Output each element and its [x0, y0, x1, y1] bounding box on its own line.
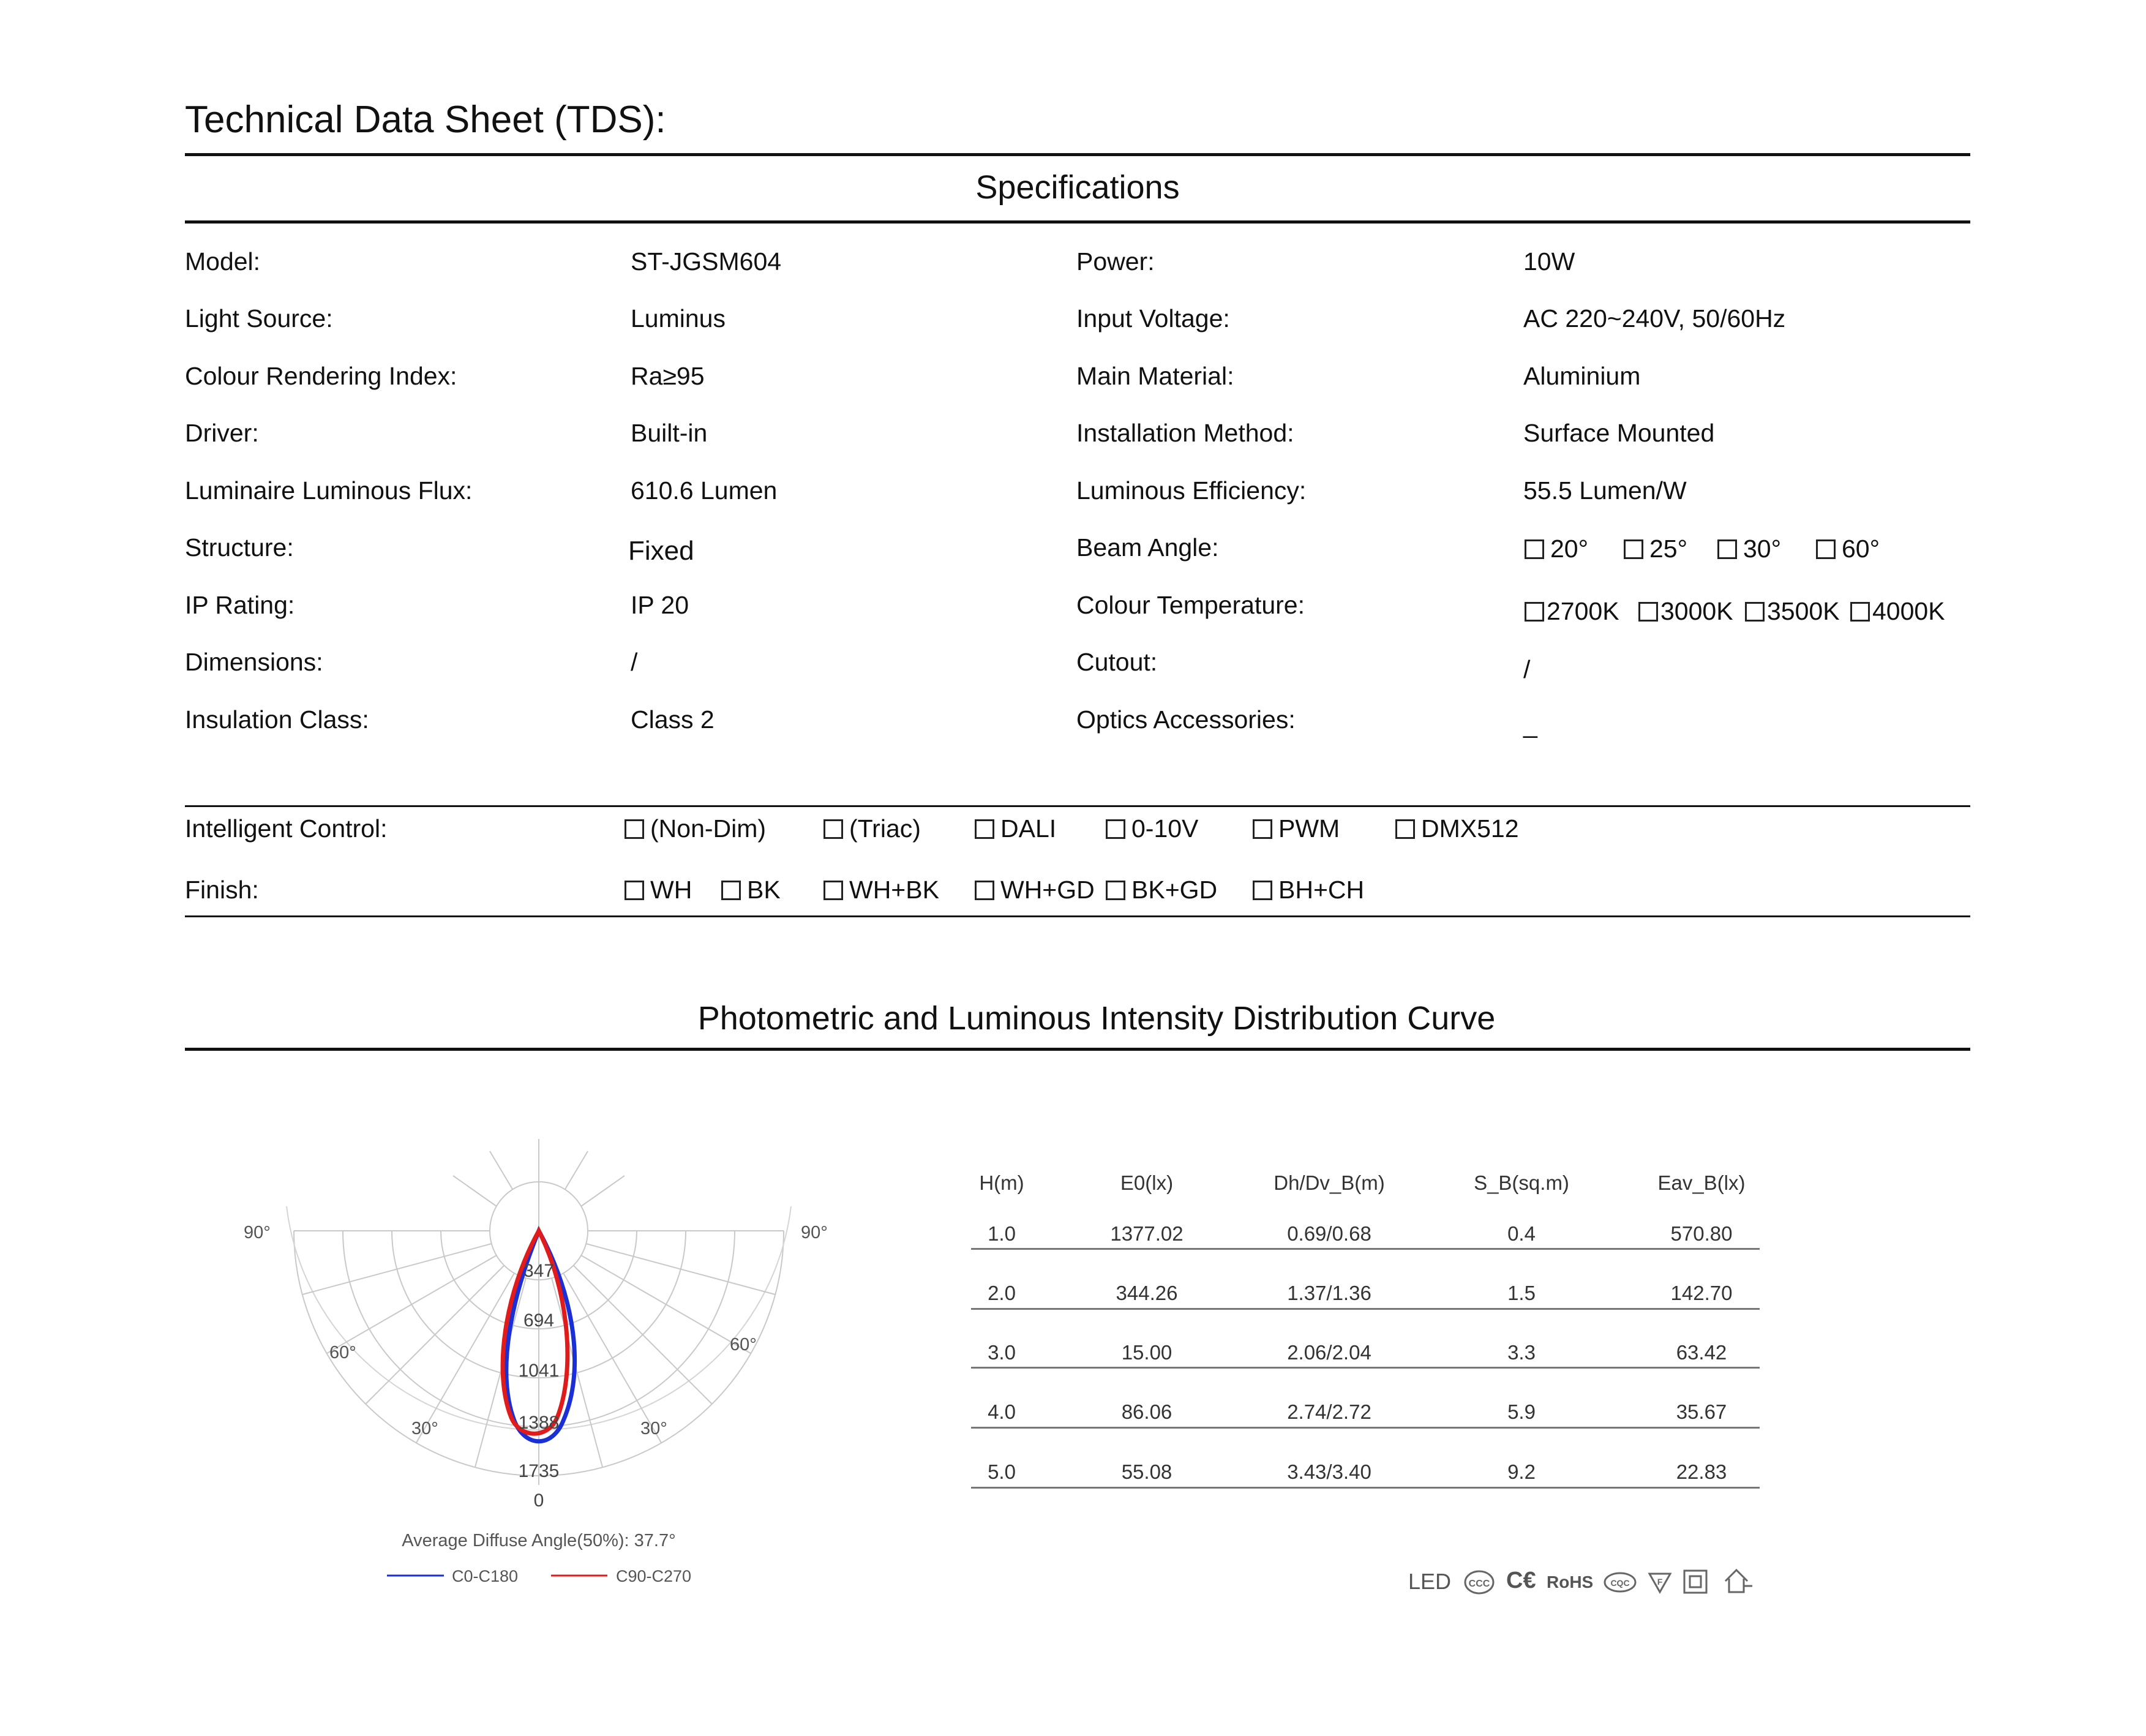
spec-label-efficiency: Luminous Efficiency:: [1076, 476, 1307, 505]
checkbox-icon[interactable]: [1638, 602, 1658, 622]
angle-label-60-left: 60°: [329, 1343, 356, 1362]
table-row-divider: [971, 1427, 1760, 1429]
spec-value-dimensions: /: [631, 648, 638, 676]
svg-text:F: F: [1657, 1577, 1663, 1587]
colour-temp-option-3500k[interactable]: 3500K: [1745, 597, 1840, 626]
finish-option-wh-bk[interactable]: WH+BK: [824, 876, 939, 904]
spec-value-cutout: /: [1523, 655, 1531, 683]
checkbox-icon[interactable]: [625, 881, 644, 900]
table-cell: 142.70: [1670, 1282, 1733, 1304]
checkbox-icon[interactable]: [1106, 881, 1125, 900]
table-cell: 4.0: [988, 1400, 1016, 1423]
rohs-mark: RoHS: [1547, 1573, 1594, 1591]
table-cell: 2.0: [988, 1282, 1016, 1304]
checkbox-icon[interactable]: [1816, 539, 1836, 559]
table-cell: 15.00: [1121, 1341, 1172, 1364]
svg-text:CQC: CQC: [1610, 1578, 1630, 1588]
angle-label-30-left: 30°: [411, 1419, 438, 1438]
checkbox-icon[interactable]: [1253, 881, 1272, 900]
class-2-icon: [1683, 1569, 1708, 1595]
table-row-divider: [971, 1248, 1760, 1250]
spec-value-efficiency: 55.5 Lumen/W: [1523, 476, 1687, 505]
control-top-rule: [185, 805, 1970, 807]
beam-angle-option-30[interactable]: 30°: [1717, 535, 1781, 563]
angle-label-30-right: 30°: [640, 1419, 667, 1438]
checkbox-icon[interactable]: [975, 881, 994, 900]
table-cell: 63.42: [1676, 1341, 1727, 1364]
table-cell: 86.06: [1121, 1400, 1172, 1423]
diffuse-angle-caption: Average Diffuse Angle(50%): 37.7°: [402, 1531, 676, 1550]
intensity-label-694: 694: [523, 1310, 555, 1331]
spec-value-main-material: Aluminium: [1523, 362, 1641, 390]
spec-value-structure: Fixed: [628, 536, 694, 566]
checkbox-icon[interactable]: [1525, 602, 1544, 622]
checkbox-icon[interactable]: [824, 881, 843, 900]
spec-label-light-source: Light Source:: [185, 304, 333, 333]
table-cell: 9.2: [1507, 1460, 1536, 1483]
spec-label-ip-rating: IP Rating:: [185, 591, 295, 619]
table-cell: 22.83: [1676, 1460, 1727, 1483]
checkbox-icon[interactable]: [1717, 539, 1737, 559]
spec-label-cutout: Cutout:: [1076, 648, 1158, 676]
spec-label-main-material: Main Material:: [1076, 362, 1234, 390]
spec-label-model: Model:: [185, 247, 261, 276]
intensity-label-1735: 1735: [518, 1461, 560, 1481]
photometric-heading: Photometric and Luminous Intensity Distribution Curve: [697, 1000, 1496, 1037]
led-mark: LED: [1408, 1569, 1452, 1594]
table-header-h: H(m): [979, 1171, 1024, 1194]
table-cell: 2.06/2.04: [1287, 1341, 1371, 1364]
spec-label-input-voltage: Input Voltage:: [1076, 304, 1230, 333]
checkbox-icon[interactable]: [1525, 539, 1544, 559]
finish-label: Finish:: [185, 876, 259, 904]
table-cell: 3.3: [1507, 1341, 1536, 1364]
spec-value-input-voltage: AC 220~240V, 50/60Hz: [1523, 304, 1786, 333]
spec-label-optics: Optics Accessories:: [1076, 705, 1296, 734]
table-cell: 0.4: [1507, 1222, 1536, 1245]
beam-angle-option-25[interactable]: 25°: [1624, 535, 1687, 563]
table-cell: 0.69/0.68: [1287, 1222, 1371, 1245]
table-cell: 1.37/1.36: [1287, 1282, 1371, 1304]
spec-value-insulation: Class 2: [631, 705, 715, 734]
spec-label-beam-angle: Beam Angle:: [1076, 533, 1219, 562]
table-cell: 1377.02: [1110, 1222, 1184, 1245]
spec-value-driver: Built-in: [631, 419, 708, 447]
document-title: Technical Data Sheet (TDS):: [185, 99, 666, 141]
spec-value-installation: Surface Mounted: [1523, 419, 1715, 447]
spec-label-cri: Colour Rendering Index:: [185, 362, 457, 390]
intensity-label-347: 347: [523, 1261, 555, 1281]
cqc-icon: [1603, 1571, 1637, 1593]
checkbox-icon[interactable]: [1253, 819, 1272, 839]
checkbox-icon[interactable]: [1395, 819, 1415, 839]
table-cell: 5.9: [1507, 1400, 1536, 1423]
control-option-pwm[interactable]: PWM: [1253, 814, 1340, 843]
table-cell: 570.80: [1670, 1222, 1733, 1245]
checkbox-icon[interactable]: [1106, 819, 1125, 839]
checkbox-icon[interactable]: [824, 819, 843, 839]
table-header-e0: E0(lx): [1120, 1171, 1174, 1194]
table-cell: 1.0: [988, 1222, 1016, 1245]
angle-label-90-left: 90°: [244, 1223, 271, 1242]
finish-option-bk-gd[interactable]: BK+GD: [1106, 876, 1217, 904]
checkbox-icon[interactable]: [625, 819, 644, 839]
spec-label-colour-temperature: Colour Temperature:: [1076, 591, 1305, 619]
control-option-non-dim[interactable]: (Non-Dim): [625, 814, 766, 843]
table-cell: 3.43/3.40: [1287, 1460, 1371, 1483]
table-cell: 5.0: [988, 1460, 1016, 1483]
spec-value-light-source: Luminus: [631, 304, 726, 333]
spec-label-installation: Installation Method:: [1076, 419, 1294, 447]
svg-text:CCC: CCC: [1468, 1579, 1490, 1589]
spec-value-cri: Ra≥95: [631, 362, 705, 390]
checkbox-icon[interactable]: [721, 881, 741, 900]
checkbox-icon[interactable]: [975, 819, 994, 839]
finish-option-wh-gd[interactable]: WH+GD: [975, 876, 1095, 904]
table-cell: 55.08: [1121, 1460, 1172, 1483]
spec-value-optics: _: [1523, 710, 1537, 738]
intensity-label-1388: 1388: [518, 1413, 560, 1433]
control-option-triac[interactable]: (Triac): [824, 814, 921, 843]
finish-option-bh-ch[interactable]: BH+CH: [1253, 876, 1364, 904]
checkbox-icon[interactable]: [1745, 602, 1765, 622]
angle-label-90-right: 90°: [801, 1223, 828, 1242]
beam-angle-option-20[interactable]: 20°: [1525, 535, 1588, 563]
specifications-rule: [185, 220, 1970, 224]
table-cell: 344.26: [1116, 1282, 1178, 1304]
spec-label-structure: Structure:: [185, 533, 294, 562]
legend-label-c90-c270: C90-C270: [616, 1567, 692, 1585]
colour-temp-option-3000k[interactable]: 3000K: [1638, 597, 1733, 626]
spec-label-dimensions: Dimensions:: [185, 648, 323, 676]
control-option-dali[interactable]: DALI: [975, 814, 1056, 843]
beam-angle-option-60[interactable]: 60°: [1816, 535, 1880, 563]
photometric-rule: [185, 1048, 1970, 1051]
specifications-heading: Specifications: [975, 169, 1180, 206]
control-option-0-10v[interactable]: 0-10V: [1106, 814, 1198, 843]
control-option-dmx512[interactable]: DMX512: [1395, 814, 1519, 843]
intensity-label-1041: 1041: [518, 1361, 560, 1381]
table-cell: 2.74/2.72: [1287, 1400, 1371, 1423]
colour-temp-option-4000k[interactable]: 4000K: [1850, 597, 1945, 626]
table-cell: 1.5: [1507, 1282, 1536, 1304]
legend-label-c0-c180: C0-C180: [452, 1567, 519, 1585]
intelligent-control-label: Intelligent Control:: [185, 814, 388, 843]
intensity-label-0: 0: [533, 1490, 544, 1511]
angle-label-60-right: 60°: [730, 1335, 757, 1355]
spec-label-driver: Driver:: [185, 419, 259, 447]
polar-intensity-diagram: [233, 1139, 857, 1604]
spec-label-power: Power:: [1076, 247, 1155, 276]
colour-temp-option-2700k[interactable]: 2700K: [1525, 597, 1619, 626]
spec-value-power: 10W: [1523, 247, 1575, 276]
finish-option-wh[interactable]: WH: [625, 876, 692, 904]
table-header-eav: Eav_B(lx): [1657, 1171, 1746, 1194]
spec-label-flux: Luminaire Luminous Flux:: [185, 476, 473, 505]
ce-mark: C€: [1506, 1568, 1536, 1593]
spec-label-insulation: Insulation Class:: [185, 705, 369, 734]
ccc-icon: [1463, 1569, 1495, 1596]
table-cell: 35.67: [1676, 1400, 1727, 1423]
f-mark-icon: [1647, 1570, 1673, 1595]
table-cell: 3.0: [988, 1341, 1016, 1364]
spec-value-flux: 610.6 Lumen: [631, 476, 778, 505]
indoor-use-icon: [1723, 1566, 1754, 1596]
table-header-dh-dv: Dh/Dv_B(m): [1274, 1171, 1385, 1194]
table-row-divider: [971, 1487, 1760, 1489]
spec-value-model: ST-JGSM604: [631, 247, 782, 276]
table-row-divider: [971, 1308, 1760, 1310]
table-header-s: S_B(sq.m): [1474, 1171, 1569, 1194]
checkbox-icon[interactable]: [1850, 602, 1870, 622]
spec-value-ip-rating: IP 20: [631, 591, 689, 619]
control-bottom-rule: [185, 915, 1970, 917]
checkbox-icon[interactable]: [1624, 539, 1643, 559]
finish-option-bk[interactable]: BK: [721, 876, 781, 904]
title-rule: [185, 153, 1970, 156]
table-row-divider: [971, 1367, 1760, 1369]
